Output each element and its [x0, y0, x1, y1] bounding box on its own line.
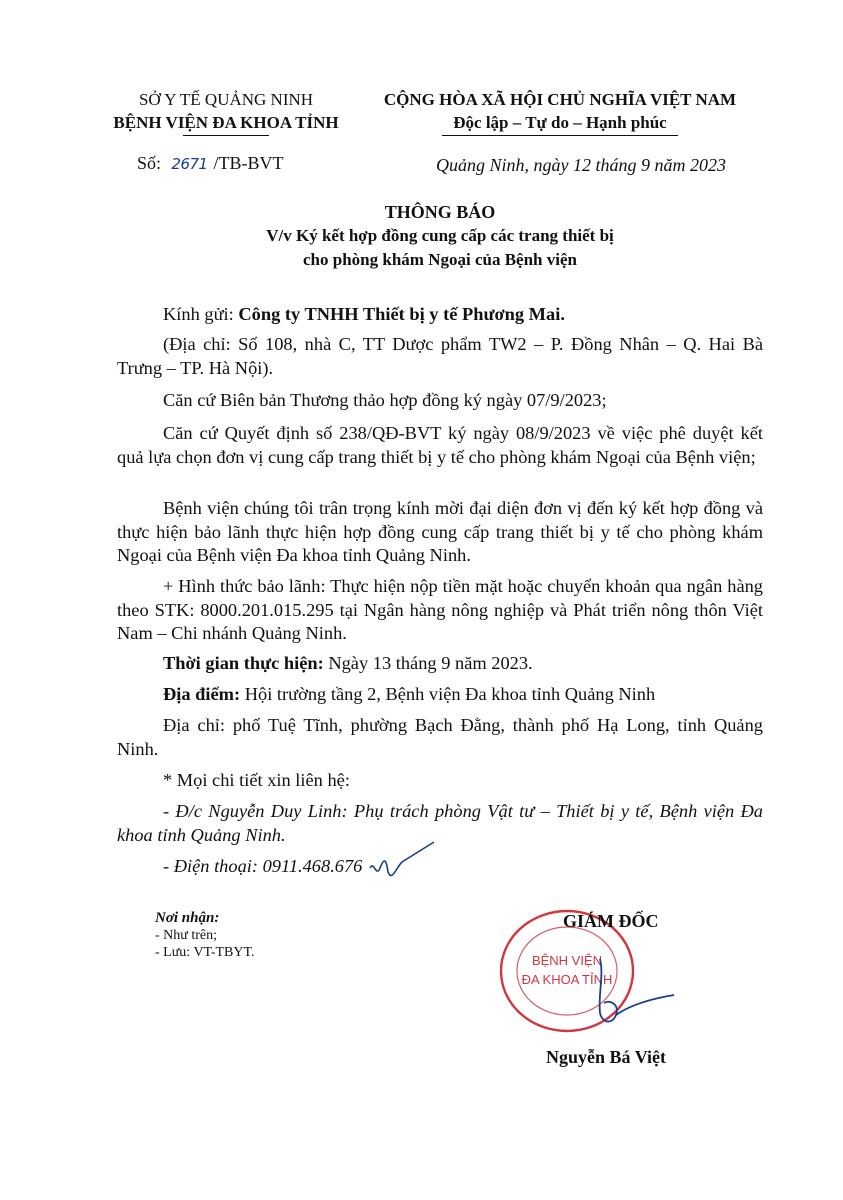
agency-name: BỆNH VIỆN ĐA KHOA TỈNH: [113, 113, 339, 132]
notice-title: [117, 200, 763, 272]
agency-underline: [183, 135, 269, 136]
handwritten-signature: [570, 955, 680, 1035]
title-main: THÔNG BÁO: [384, 202, 496, 222]
time-line: [117, 652, 763, 676]
venue-line: [117, 683, 763, 707]
signer-name: Nguyễn Bá Việt: [546, 1047, 667, 1067]
guarantee: + Hình thức bảo lãnh: Thực hiện nộp tiền mặt hoặc chuyển khoản qua ngân hàng theo STK: 8000.201.015.295 tại Ngân hàng nông nghiệp và Phát triển nông thôn Việt Nam – Chi nhánh Quảng Ninh.: [117, 576, 763, 643]
signer-title: GIÁM ĐỐC: [563, 911, 659, 931]
title-sub-1: V/v Ký kết hợp đồng cung cấp các trang thiết bị: [266, 226, 614, 245]
basis-1: Căn cứ Biên bản Thương thảo hợp đồng ký ngày 07/9/2023;: [163, 390, 607, 410]
stamp-line-1: BỆNH VIỆN: [531, 953, 603, 968]
motto: Độc lập – Tự do – Hạnh phúc: [453, 113, 667, 132]
number-prefix: Số:: [137, 153, 162, 173]
stamp-line-2: ĐA KHOA TỈNH: [521, 972, 613, 987]
venue-address: Địa chỉ: phố Tuệ Tĩnh, phường Bạch Đằng, thành phố Hạ Long, tỉnh Quảng Ninh.: [117, 715, 763, 759]
motto-underline: [442, 135, 678, 136]
agency-parent: SỞ Y TẾ QUẢNG NINH: [138, 90, 314, 109]
agency-header: [95, 88, 357, 134]
recipient-address: (Địa chỉ: Số 108, nhà C, TT Dược phẩm TW2 – P. Đồng Nhân – Q. Hai Bà Trưng – TP. Hà Nội).: [117, 334, 763, 378]
number-handwritten: 2671: [171, 155, 208, 173]
basis-2: Căn cứ Quyết định số 238/QĐ-BVT ký ngày 08/9/2023 về việc phê duyệt kết quả lựa chọn đơn vị cung cấp trang thiết bị y tế cho phòng khám Ngoại của Bệnh viện;: [117, 423, 763, 467]
title-sub-2: cho phòng khám Ngoại của Bệnh viện: [303, 250, 577, 269]
recipients-label: Nơi nhận:: [155, 910, 220, 926]
recipient-name: Công ty TNHH Thiết bị y tế Phương Mai.: [238, 304, 565, 324]
recipients-block: [155, 910, 255, 961]
contact-phone: - Điện thoại: 0911.468.676: [163, 856, 363, 876]
contact-intro: * Mọi chi tiết xin liên hệ:: [163, 770, 350, 790]
recipient-line: [117, 303, 763, 327]
initials-scribble: [366, 838, 438, 888]
national-header: [340, 88, 780, 134]
place-date: Quảng Ninh, ngày 12 tháng 9 năm 2023: [436, 155, 726, 175]
recipient-item: - Lưu: VT-TBYT.: [155, 945, 255, 960]
time-label: Thời gian thực hiện:: [163, 653, 324, 673]
recipient-label: Kính gửi:: [163, 304, 234, 324]
invitation: Bệnh viện chúng tôi trân trọng kính mời đại diện đơn vị đến ký kết hợp đồng và thực hiện bảo lãnh thực hiện hợp đồng cung cấp trang thiết bị y tế cho phòng khám Ngoại của Bệnh viện Đa khoa tỉnh Quảng Ninh.: [117, 498, 763, 565]
venue-value: Hội trường tầng 2, Bệnh viện Đa khoa tỉnh Quảng Ninh: [244, 684, 656, 704]
document-number: [137, 153, 284, 174]
contact-person: - Đ/c Nguyễn Duy Linh: Phụ trách phòng Vật tư – Thiết bị y tế, Bệnh viện Đa khoa tỉnh Quảng Ninh.: [117, 801, 763, 845]
recipient-item: - Như trên;: [155, 928, 218, 943]
venue-label: Địa điểm:: [163, 684, 241, 704]
time-value: Ngày 13 tháng 9 năm 2023.: [328, 653, 533, 673]
number-suffix: /TB-BVT: [213, 153, 284, 173]
country-name: CỘNG HÒA XÃ HỘI CHỦ NGHĨA VIỆT NAM: [383, 90, 737, 109]
